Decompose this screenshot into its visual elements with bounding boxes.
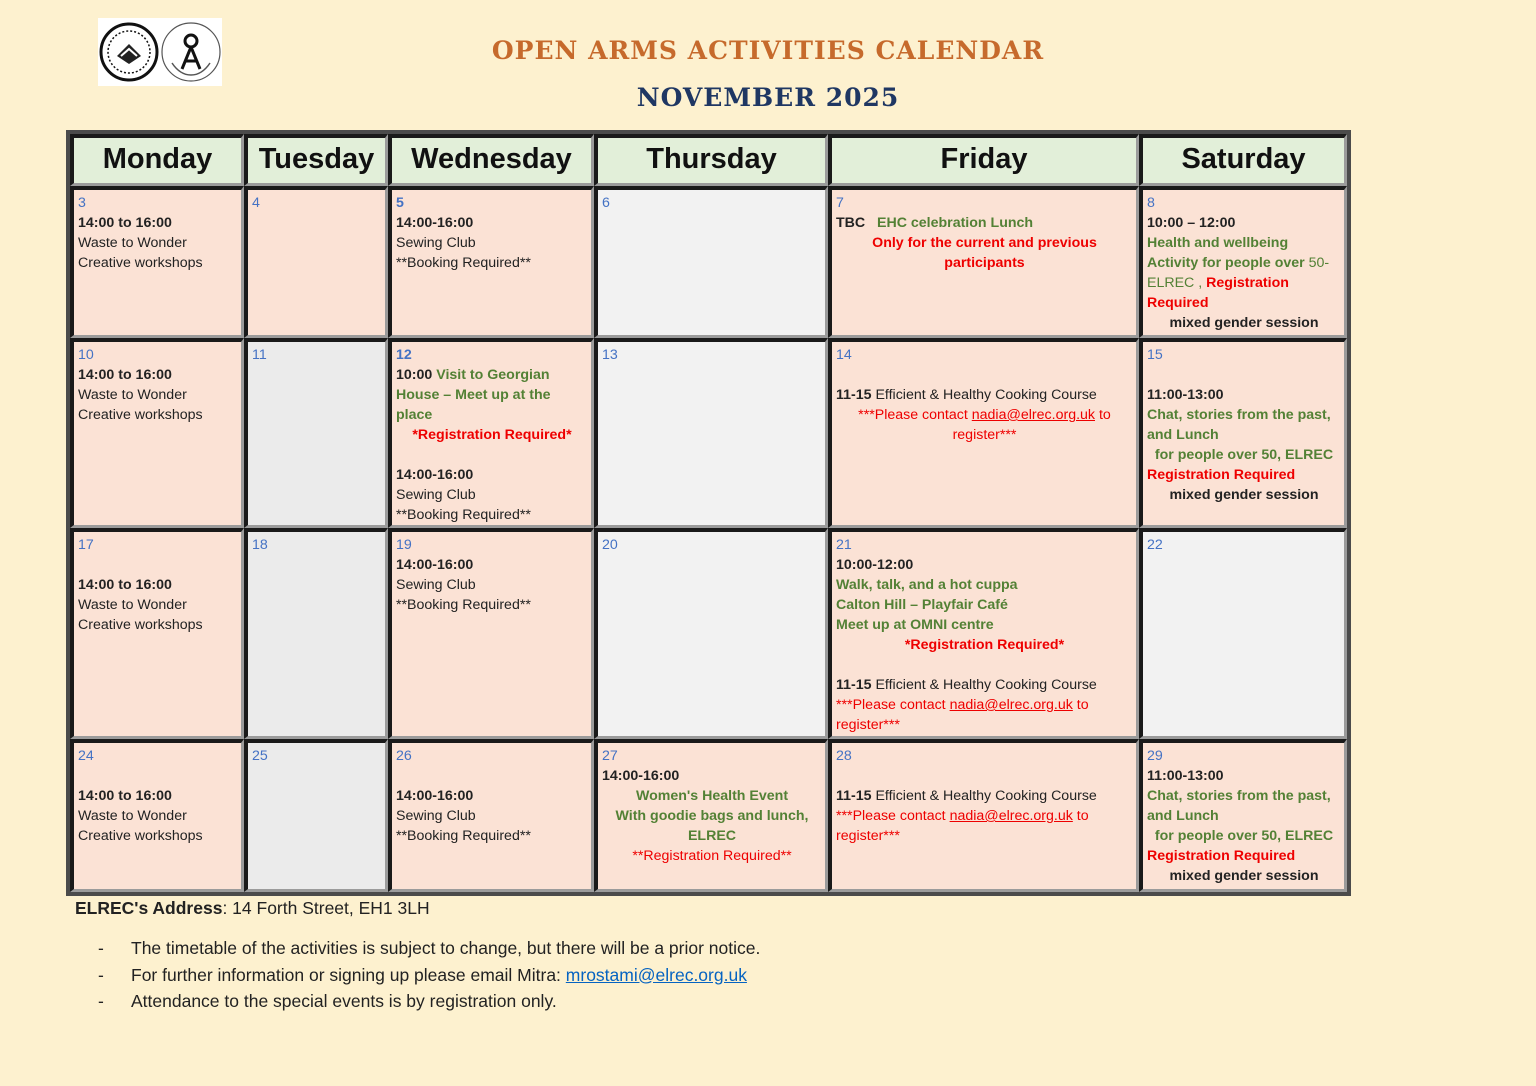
registration-note: Registration Required xyxy=(1147,848,1296,864)
day-cell-4 xyxy=(244,186,388,338)
registration-note: *Registration Required* xyxy=(904,637,1065,653)
event-title: Waste to Wonder xyxy=(78,235,187,251)
date-number: 19 xyxy=(396,537,412,553)
day-cell-13 xyxy=(594,338,828,528)
calendar-month: NOVEMBER 2025 xyxy=(636,83,900,112)
contact-text: ***Please contact xyxy=(836,697,946,713)
day-cell-29 xyxy=(1139,739,1347,892)
event-subtitle: Creative workshops xyxy=(78,255,203,271)
day-cell-14 xyxy=(828,338,1139,528)
event-time: 14:00-16:00 xyxy=(396,557,474,573)
registration-note: Registration Required xyxy=(1147,467,1296,483)
event-time: 14:00 to 16:00 xyxy=(78,577,172,593)
event-time: 14:00-16:00 xyxy=(396,788,474,804)
day-cell-7 xyxy=(828,186,1139,338)
event-title: Visit to Georgian House – Meet up at the place xyxy=(396,367,551,423)
date-number: 18 xyxy=(252,537,268,553)
contact-email-link[interactable]: nadia@elrec.org.uk xyxy=(971,407,1096,423)
session-type: mixed gender session xyxy=(1169,315,1319,331)
event-title: Waste to Wonder xyxy=(78,387,187,403)
event-meeting-point: Meet up at OMNI centre xyxy=(836,617,994,633)
event-time: 11-15 xyxy=(836,677,872,693)
calendar-title: OPEN ARMS ACTIVITIES CALENDAR xyxy=(491,36,1045,65)
day-cell-3 xyxy=(70,186,244,338)
day-cell-6 xyxy=(594,186,828,338)
day-cell-19 xyxy=(388,528,594,739)
contact-text: to register*** xyxy=(952,407,1111,443)
event-note: Only for the current and previous participants xyxy=(872,235,1097,271)
event-audience: 50-ELREC , xyxy=(1147,255,1330,291)
day-cell-22 xyxy=(1139,528,1347,739)
date-number: 8 xyxy=(1147,195,1155,211)
calendar-grid xyxy=(66,130,1351,896)
date-number: 10 xyxy=(78,347,94,363)
day-cell-11 xyxy=(244,338,388,528)
event-title: Women's Health Event xyxy=(635,788,789,804)
bullet-dash: - xyxy=(98,938,104,958)
note-item xyxy=(98,965,760,992)
date-number: 11 xyxy=(252,347,267,363)
day-cell-20 xyxy=(594,528,828,739)
event-title: Efficient & Healthy Cooking Course xyxy=(875,677,1097,693)
notes-list xyxy=(98,938,760,1018)
session-type: mixed gender session xyxy=(1169,868,1319,884)
day-header-monday: Monday xyxy=(70,134,244,186)
contact-email-link[interactable]: nadia@elrec.org.uk xyxy=(949,697,1073,713)
day-cell-24 xyxy=(70,739,244,892)
event-time: 11:00-13:00 xyxy=(1147,387,1224,403)
event-time: 10:00 xyxy=(396,367,433,383)
date-number: 7 xyxy=(836,195,844,211)
address-value: : 14 Forth Street, EH1 3LH xyxy=(222,898,430,918)
event-time: 10:00-12:00 xyxy=(836,557,914,573)
event-title: Sewing Club xyxy=(396,577,476,593)
date-number: 24 xyxy=(78,748,94,764)
date-number: 6 xyxy=(602,195,610,211)
event-time: 11:00-13:00 xyxy=(1147,768,1224,784)
booking-note: **Booking Required** xyxy=(396,255,531,271)
event-subtitle: Creative workshops xyxy=(78,617,203,633)
event-location: Calton Hill – Playfair Café xyxy=(836,597,1008,613)
event-title: EHC celebration Lunch xyxy=(877,215,1034,231)
booking-note: **Booking Required** xyxy=(396,828,531,844)
event-title: Efficient & Healthy Cooking Course xyxy=(875,788,1097,804)
registration-note: *Registration Required* xyxy=(412,427,572,443)
day-cell-26 xyxy=(388,739,594,892)
contact-email-link[interactable]: nadia@elrec.org.uk xyxy=(949,808,1073,824)
event-time: 14:00-16:00 xyxy=(396,467,474,483)
date-number: 4 xyxy=(252,195,260,211)
event-title: Sewing Club xyxy=(396,235,476,251)
date-number: 26 xyxy=(396,748,412,764)
note-text: For further information or signing up please email Mitra: xyxy=(131,964,561,985)
day-header-saturday: Saturday xyxy=(1139,134,1347,186)
day-cell-18 xyxy=(244,528,388,739)
date-number: 12 xyxy=(396,347,412,363)
date-number: 22 xyxy=(1147,537,1163,553)
event-time: 14:00-16:00 xyxy=(396,215,474,231)
date-number: 17 xyxy=(78,537,94,553)
day-cell-15 xyxy=(1139,338,1347,528)
day-header-tuesday: Tuesday xyxy=(244,134,388,186)
event-title: Sewing Club xyxy=(396,487,476,503)
contact-text: ***Please contact xyxy=(836,808,946,824)
date-number: 29 xyxy=(1147,748,1163,764)
event-title: Efficient & Healthy Cooking Course xyxy=(875,387,1097,403)
day-cell-27 xyxy=(594,739,828,892)
date-number: 13 xyxy=(602,347,618,363)
day-cell-10 xyxy=(70,338,244,528)
contact-text: ***Please contact xyxy=(858,407,968,423)
event-time: 14:00-16:00 xyxy=(602,768,680,784)
event-audience: for people over 50, ELREC xyxy=(1154,828,1334,844)
event-time: 14:00 to 16:00 xyxy=(78,367,172,383)
date-number: 14 xyxy=(836,347,852,363)
day-cell-8 xyxy=(1139,186,1347,338)
contact-text: to register*** xyxy=(836,808,1089,844)
address-label: ELREC's Address xyxy=(75,898,223,918)
day-cell-17 xyxy=(70,528,244,739)
date-number: 20 xyxy=(602,537,618,553)
day-header-thursday: Thursday xyxy=(594,134,828,186)
event-time: 10:00 – 12:00 xyxy=(1147,215,1236,231)
day-cell-28 xyxy=(828,739,1139,892)
booking-note: **Booking Required** xyxy=(396,597,531,613)
event-subtitle: Creative workshops xyxy=(78,828,203,844)
date-number: 15 xyxy=(1147,347,1163,363)
day-cell-21 xyxy=(828,528,1139,739)
date-number: 3 xyxy=(78,195,86,211)
event-audience: for people over 50, ELREC xyxy=(1154,447,1334,463)
event-subtitle: Creative workshops xyxy=(78,407,203,423)
event-title: Waste to Wonder xyxy=(78,808,187,824)
event-time: 11-15 xyxy=(836,788,872,804)
event-title: Health and wellbeing Activity for people over xyxy=(1147,235,1305,271)
date-number: 27 xyxy=(602,748,618,764)
event-title: Chat, stories from the past, and Lunch xyxy=(1147,407,1331,443)
registration-note: Registration Required xyxy=(1147,275,1289,311)
event-title: Walk, talk, and a hot cuppa xyxy=(836,577,1018,593)
note-text: The timetable of the activities is subject to change, but there will be a prior notice. xyxy=(131,938,761,958)
event-time: 14:00 to 16:00 xyxy=(78,215,172,231)
address-line xyxy=(75,898,430,919)
bullet-dash: - xyxy=(98,991,104,1011)
session-type: mixed gender session xyxy=(1169,487,1319,503)
note-item xyxy=(98,991,760,1018)
day-cell-5 xyxy=(388,186,594,338)
event-time: TBC xyxy=(836,215,866,231)
registration-note: **Registration Required** xyxy=(632,848,792,864)
day-header-wednesday: Wednesday xyxy=(388,134,594,186)
day-cell-12 xyxy=(388,338,594,528)
event-title: Chat, stories from the past, and Lunch xyxy=(1147,788,1331,824)
booking-note: **Booking Required** xyxy=(396,507,531,523)
bullet-dash: - xyxy=(98,964,104,985)
date-number: 28 xyxy=(836,748,852,764)
date-number: 5 xyxy=(396,195,404,211)
note-text: Attendance to the special events is by registration only. xyxy=(131,991,557,1011)
mitra-email-link[interactable]: mrostami@elrec.org.uk xyxy=(565,964,747,985)
date-number: 25 xyxy=(252,748,268,764)
event-details: With goodie bags and lunch, ELREC xyxy=(615,808,809,844)
contact-text: to register*** xyxy=(836,697,1089,733)
event-time: 11-15 xyxy=(836,387,872,403)
note-item xyxy=(98,938,760,965)
day-cell-25 xyxy=(244,739,388,892)
day-header-friday: Friday xyxy=(828,134,1139,186)
event-title: Sewing Club xyxy=(396,808,476,824)
event-time: 14:00 to 16:00 xyxy=(78,788,172,804)
date-number: 21 xyxy=(836,537,852,553)
event-title: Waste to Wonder xyxy=(78,597,187,613)
